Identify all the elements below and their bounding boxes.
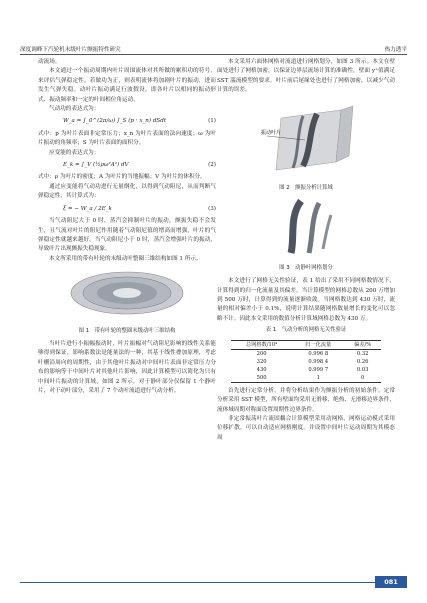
equation-3: [38, 205, 216, 214]
table-cell: 0.32: [356, 350, 369, 357]
equation-1: [38, 117, 216, 126]
equation-body: ξ = − W_a / 2E_k: [63, 205, 112, 212]
paragraph: 本文进行了网格无关性验证，表 1 给出了采用不同网格数情况下，计算得到的归一化流量及其偏差。当计算模型的网格总数从 200 万增加到 500 万时，计算得到的流量逐渐收敛。当网格数达到 430 万时，流量的相对偏差小于 0.1%，说明计算结果随网格数量增长的变化可以忽略不计。因此本文采用的数值分析计算域网格总数为 430 万。: [217, 278, 395, 322]
paragraph: 动流场。: [38, 59, 61, 65]
equation-number: (2): [208, 162, 216, 169]
paragraph: 通过应变能将气动功进行无量纲化，以得到气动阻尼，从而判断气弹稳定性，其计算式为：: [38, 183, 216, 200]
equation-body: E_k = ∫_V (½ρω²A²) dV: [63, 162, 129, 169]
paragraph: 本文所采用的带有叶轮的末级动叶整圈三维结构如图 1 所示。: [49, 255, 202, 262]
blade-wheel-illustration: [67, 268, 187, 318]
figure-2-domain: [217, 100, 395, 180]
right-column: [217, 58, 395, 443]
table-cell: 0.999 7: [308, 366, 329, 373]
paragraph: 首先进行定常分析，并将分析结果作为颤振分析的初始条件。定常分析采用 SST 模型，所有壁面均采用无滑移、绝热、无滑移边界条件，流体域周期对称面设置周期性边界条件。: [217, 387, 395, 413]
paragraph: 非定常振荡叶片流固耦合计算模型采用动网格，网格运动模式采用位移扩散，可以自动适应网格刚度。并设置中间叶片运动周期为其模态周: [217, 415, 395, 441]
paragraph: 本文采用六面体网格对流道进行网格划分，如图 3 所示。本文在壁面处进行了网格加密，以保证边界层流场计算的准确性，壁面 y⁺值满足 SST 湍流模型的要求。叶片前后尾缘处也进行了网格加密，以减少气动计算的误差。: [217, 59, 395, 94]
table-cell: 430: [256, 366, 267, 373]
table-cell: 500: [231, 374, 292, 383]
table-cell: 0.996 8: [308, 350, 329, 357]
paragraph: 气动功的表达式为：: [49, 106, 100, 113]
table-row: [231, 374, 381, 383]
equation-body: W_a = ∫_0^(2π/ω) ∫_S (p · x_n) dSdt: [63, 118, 167, 125]
table-header: 归一化流量: [292, 340, 344, 349]
table-cell: 1: [292, 374, 344, 383]
table-cell: 200: [256, 350, 267, 357]
table-1-title: 表 1 气动分析的网格无关性验证: [265, 327, 347, 334]
table-cell: 0.998 4: [308, 358, 329, 365]
paragraph: 本文通过一个振动周期内叶片周围流体对其所做的累积功的符号，来评估气弹稳定性。若做功为正，则表明流体将加剧叶片的振动，进而发生气弹失稳。动叶片振动满足行波假设，即各叶片以相同的振动形式、振动频率和一定的叶间相位角运动。: [38, 68, 216, 103]
paragraph: 当叶片进行小振幅振动时，叶片振幅对气动阻尼影响的线性关系能够得到保证。影响系数法是能量法的一种，其基于线性叠加原理，考虑叶栅沿周向的周期性，由于其他叶片振动对中间叶片表面非定常压力分布的影响等于中间叶片对其他叶片影响，因此计算模型可以简化为只有中间叶片振动的计算域，如图 2 所示。对于静叶部分仅保留 1 个静叶片，对于动叶部分，采用了 7 个动叶流道进行气动分析。: [38, 340, 216, 394]
figure-2-caption: 图 2 颤振分析计算域: [279, 185, 333, 192]
figure-1-caption: 图 1 带有叶轮的整圈末级动叶三维结构: [78, 327, 176, 334]
section-name: 热力透平: [384, 47, 407, 53]
table-cell: 0.03: [356, 366, 369, 373]
table-header: 总网格数/10⁴: [231, 340, 292, 349]
page-number: 081: [375, 576, 407, 588]
flutter-domain-illustration: [231, 100, 381, 176]
table-cell: 320: [256, 358, 267, 365]
table-row: [231, 358, 381, 366]
table-cell: 0: [344, 374, 381, 383]
paragraph: 当气动阻尼大于 0 时，蒸汽会抑制叶片的振动，颤振失稳不会发生，且气流对叶片的阻尼作用随着气动阻尼值的增高而增强，叶片的气弹稳定性就越来越好。当气动阻尼小于 0 时，蒸汽会增强叶片的振动，导致叶片出现颤振失稳现象。: [38, 218, 216, 253]
table-header: 偏差/%: [344, 340, 381, 349]
journal-title: 深度调峰下汽轮机末级叶片颤振特性研究: [20, 47, 121, 53]
table-row: [231, 349, 381, 358]
table-row: [231, 366, 381, 374]
left-column: [38, 58, 216, 396]
table-cell: 0.26: [356, 358, 369, 365]
figure-1-blade-wheel: [38, 268, 216, 322]
equation-2: [38, 161, 216, 170]
vibrating-blade-label: 振动叶片: [261, 129, 282, 136]
paragraph: 应变能的表达式为：: [49, 149, 100, 156]
running-header: [20, 40, 407, 55]
equation-number: (3): [208, 205, 216, 212]
mesh-illustration: [261, 197, 351, 255]
figure-3-caption: 图 3 动静叶网格划分: [279, 264, 333, 271]
mesh-independence-table: [231, 340, 381, 383]
paragraph: 式中：p 为叶片表面非定常压力；x_n 为叶片表面的法向速度；ω 为叶片振动的角频率；S 为叶片表面的面积分。: [38, 130, 216, 147]
equation-number: (1): [208, 118, 216, 125]
paragraph: 式中：ρ 为叶片的密度；A 为叶片的当地振幅；V 为叶片的体积分。: [38, 174, 206, 181]
figure-3-mesh: [217, 197, 395, 259]
footer-rule: [20, 582, 375, 583]
